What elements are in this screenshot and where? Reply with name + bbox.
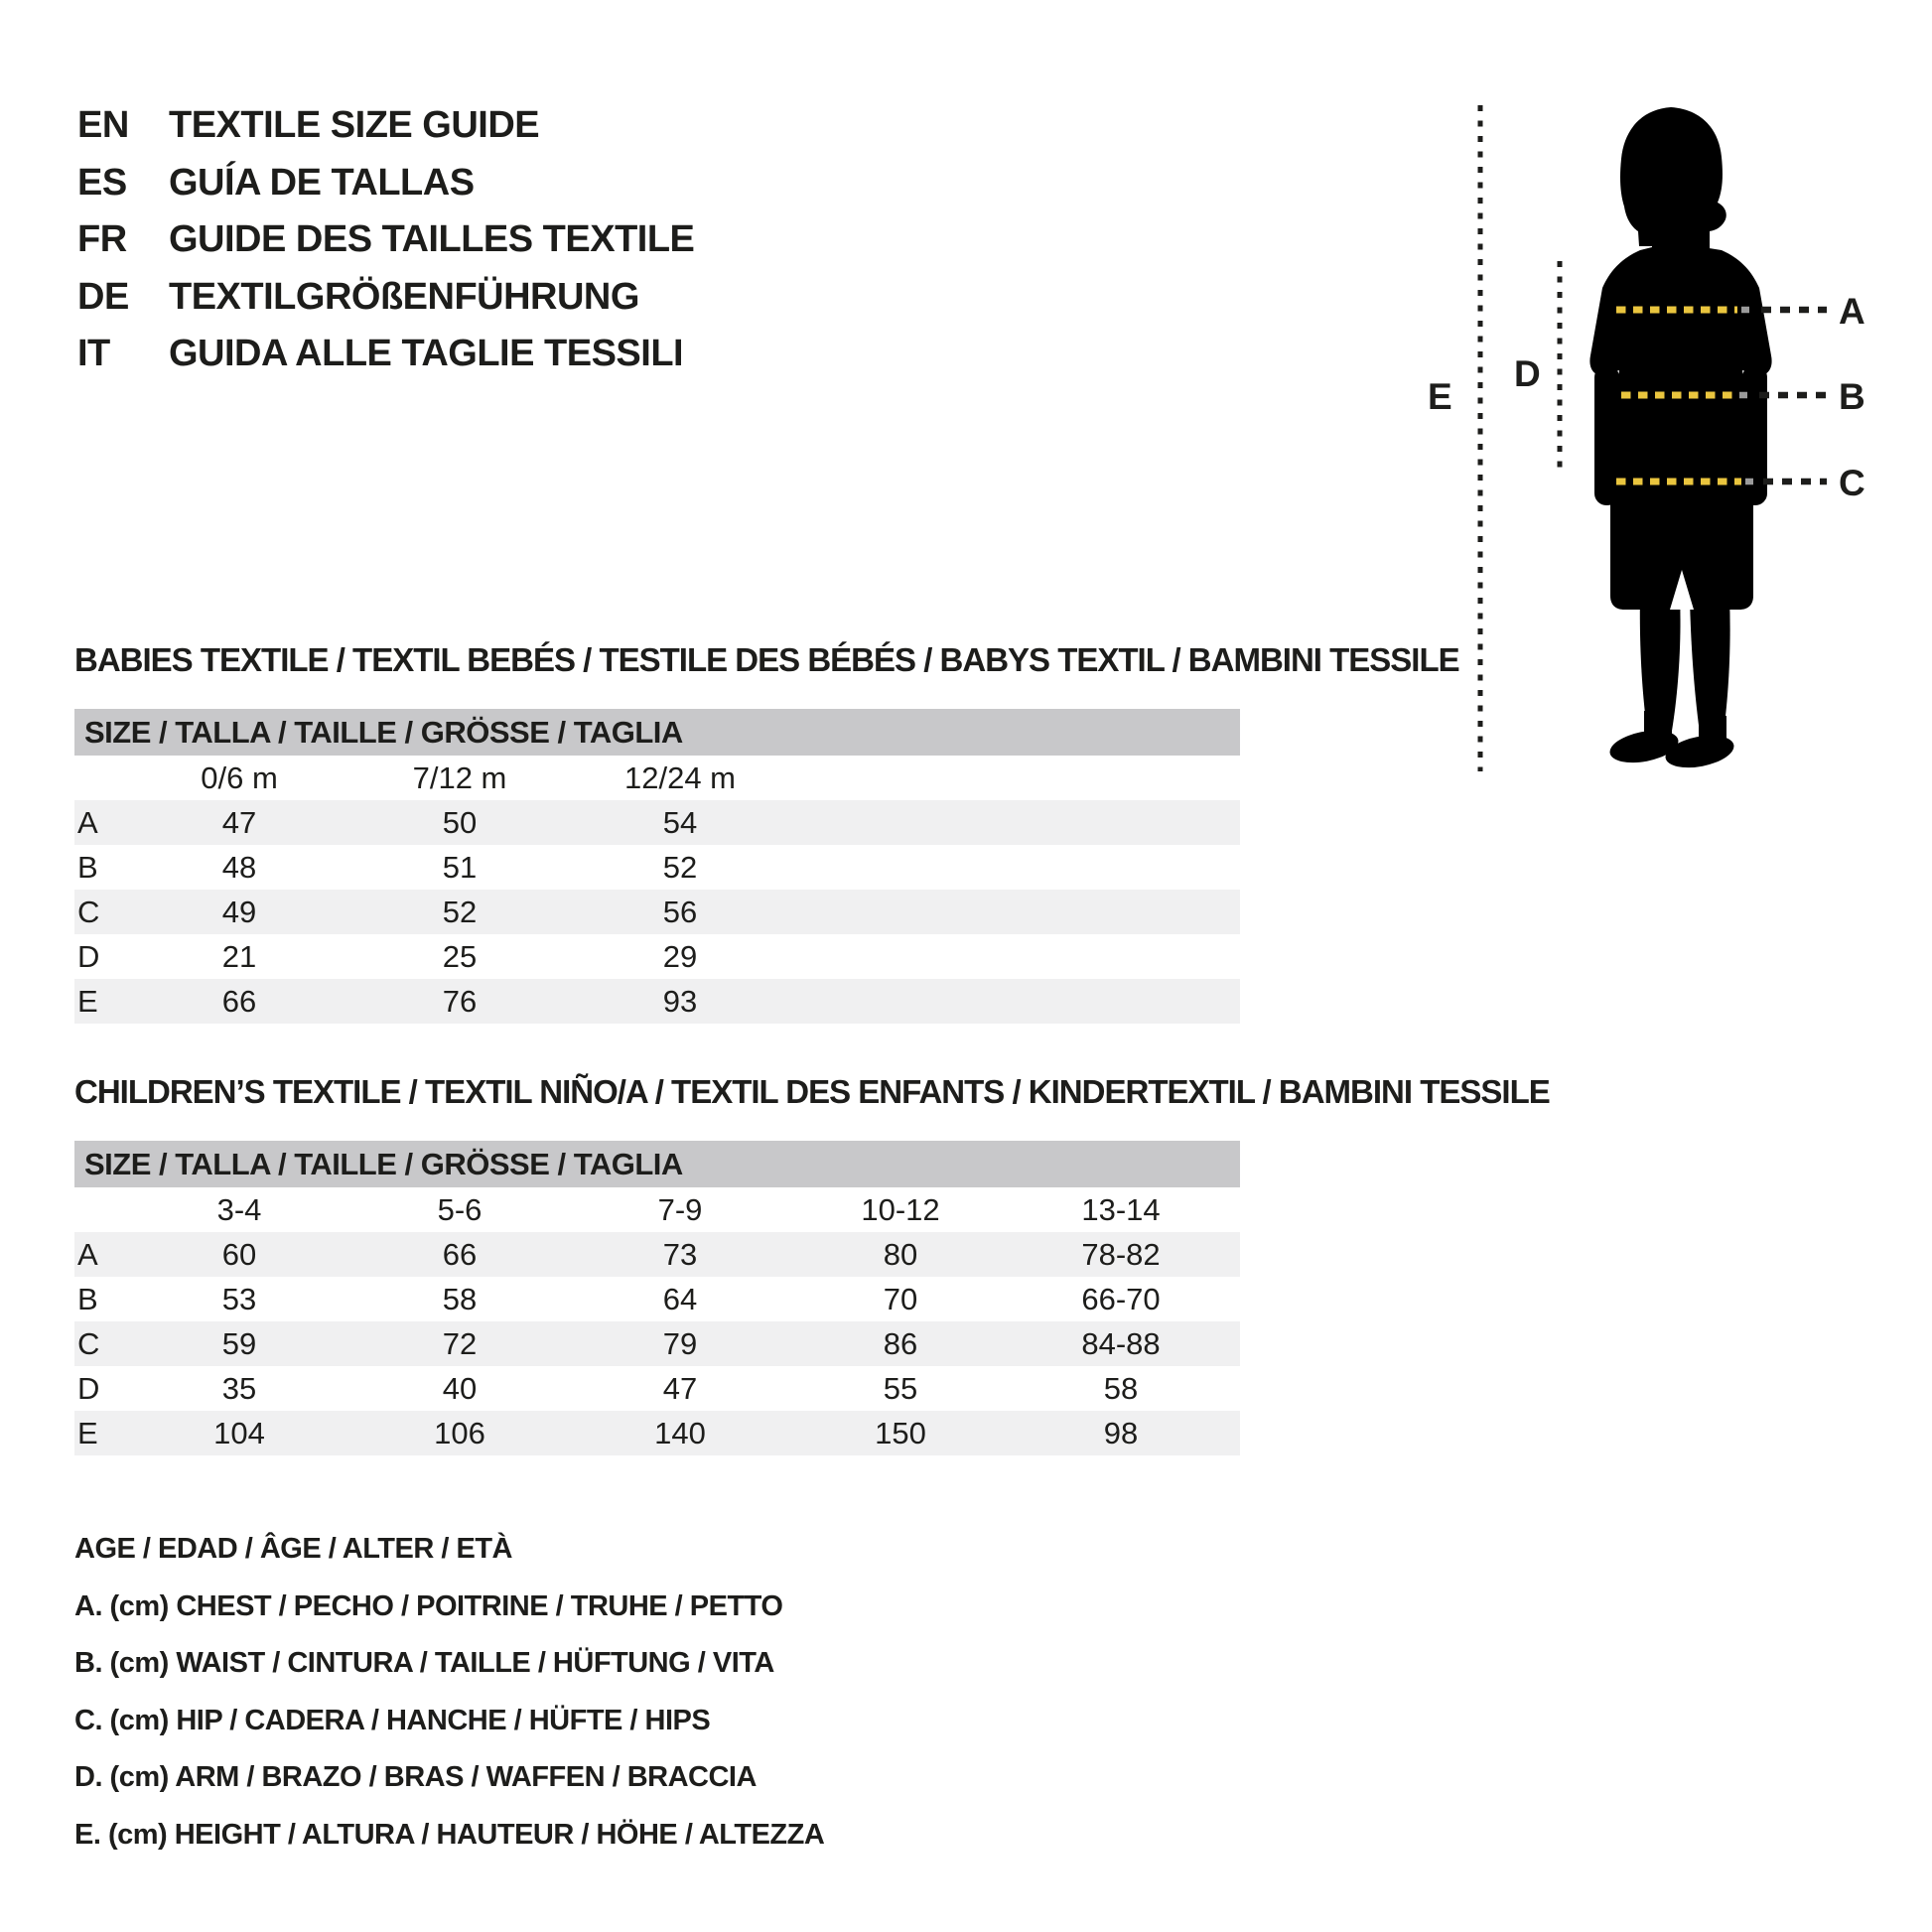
table-row (74, 1411, 1240, 1455)
children-size-table (74, 1141, 1240, 1455)
measure-label-a: A (1839, 291, 1865, 332)
table-row-label: D (77, 939, 100, 974)
table-filler-cell (1231, 1321, 1240, 1366)
table-cell: 29 (662, 939, 698, 974)
table-cell: 66 (129, 979, 349, 1024)
table-cell: 70 (883, 1282, 918, 1316)
table-row (74, 979, 1240, 1024)
table-cell: 53 (221, 1282, 257, 1316)
table-cell: 54 (570, 800, 790, 845)
language-code: IT (77, 333, 110, 375)
table-row (74, 934, 1240, 979)
language-row (77, 155, 694, 212)
child-figure-illustration (1420, 79, 1932, 774)
language-row (77, 269, 694, 327)
table-col-header: 5-6 (437, 1192, 483, 1227)
measure-label-c: C (1839, 463, 1865, 503)
table-corner-cell (74, 1187, 129, 1232)
table-row-label: A (74, 1232, 129, 1277)
table-filler-cell (790, 800, 1240, 845)
table-cell: 47 (129, 800, 349, 845)
table-row (74, 1277, 1240, 1321)
table-filler-cell (1231, 1411, 1240, 1455)
table-row (74, 845, 1240, 890)
table-cell: 78-82 (1011, 1232, 1231, 1277)
table-cell: 66-70 (1081, 1282, 1161, 1316)
table-cell: 84-88 (1011, 1321, 1231, 1366)
table-filler-cell (790, 934, 1240, 979)
table-cell: 47 (662, 1371, 698, 1406)
table-row-label: C (74, 890, 129, 934)
table-filler-cell (790, 756, 1240, 800)
measure-label-b: B (1839, 376, 1865, 417)
table-cell: 55 (883, 1371, 918, 1406)
table-cell: 98 (1011, 1411, 1231, 1455)
legend-item: A. (cm) CHEST / PECHO / POITRINE / TRUHE / PETTO (74, 1589, 783, 1622)
language-title: TEXTILGRÖßENFÜHRUNG (169, 275, 639, 318)
table-cell: 64 (662, 1282, 698, 1316)
table-filler-cell (1231, 1232, 1240, 1277)
table-cell: 76 (349, 979, 570, 1024)
language-title: GUIDA ALLE TAGLIE TESSILI (169, 333, 684, 375)
table-col-header: 3-4 (216, 1192, 262, 1227)
table-cell: 80 (790, 1232, 1011, 1277)
table-row-label: E (74, 979, 129, 1024)
table-filler-cell (1231, 1277, 1240, 1321)
language-title: GUIDE DES TAILLES TEXTILE (169, 218, 695, 261)
legend-item: D. (cm) ARM / BRAZO / BRAS / WAFFEN / BRACCIA (74, 1761, 757, 1794)
children-size-grid (74, 1187, 1240, 1455)
table-cell: 72 (349, 1321, 570, 1366)
legend-item: E. (cm) HEIGHT / ALTURA / HAUTEUR / HÖHE / ALTEZZA (74, 1818, 825, 1851)
table-cell: 66 (349, 1232, 570, 1277)
table-filler-cell (790, 979, 1240, 1024)
language-row (77, 326, 694, 383)
table-cell: 49 (129, 890, 349, 934)
table-cell: 56 (570, 890, 790, 934)
table-cell: 106 (349, 1411, 570, 1455)
language-title: TEXTILE SIZE GUIDE (169, 104, 540, 147)
table-age-header-row (74, 756, 1240, 800)
legend-item: B. (cm) WAIST / CINTURA / TAILLE / HÜFTUNG / VITA (74, 1647, 774, 1680)
table-cell: 35 (221, 1371, 257, 1406)
table-row (74, 800, 1240, 845)
table-cell: 104 (129, 1411, 349, 1455)
table-cell: 52 (662, 850, 698, 885)
measurement-legend (74, 1521, 824, 1863)
table-row-label: C (74, 1321, 129, 1366)
table-cell: 52 (349, 890, 570, 934)
table-age-header-row (74, 1187, 1240, 1232)
language-code: DE (77, 275, 129, 318)
table-cell: 51 (442, 850, 478, 885)
child-silhouette (1589, 107, 1771, 772)
measure-label-d: D (1514, 353, 1541, 394)
children-size-header-bar: SIZE / TALLA / TAILLE / GRÖSSE / TAGLIA (74, 1141, 1240, 1187)
babies-size-header-bar: SIZE / TALLA / TAILLE / GRÖSSE / TAGLIA (74, 709, 1240, 756)
language-code: ES (77, 161, 127, 204)
table-row (74, 890, 1240, 934)
measure-label-e: E (1428, 376, 1452, 417)
table-col-header: 0/6 m (201, 760, 278, 795)
table-cell: 140 (570, 1411, 790, 1455)
table-row-label: D (77, 1371, 100, 1406)
table-cell: 73 (570, 1232, 790, 1277)
table-row-label: B (77, 1282, 98, 1316)
table-row (74, 1232, 1240, 1277)
table-cell: 40 (442, 1371, 478, 1406)
children-section-heading: CHILDREN’S TEXTILE / TEXTIL NIÑO/A / TEXTIL DES ENFANTS / KINDERTEXTIL / BAMBINI TESSILE (74, 1073, 1550, 1110)
table-cell: 93 (570, 979, 790, 1024)
table-cell: 58 (442, 1282, 478, 1316)
legend-item: C. (cm) HIP / CADERA / HANCHE / HÜFTE / HIPS (74, 1704, 711, 1736)
table-cell: 48 (221, 850, 257, 885)
table-filler-cell (790, 890, 1240, 934)
table-cell: 58 (1103, 1371, 1139, 1406)
table-filler-cell (1231, 1187, 1240, 1232)
table-col-header: 12/24 m (623, 760, 736, 795)
babies-size-grid (74, 756, 1240, 1024)
table-cell: 150 (790, 1411, 1011, 1455)
table-cell: 60 (129, 1232, 349, 1277)
language-row (77, 97, 694, 155)
language-title: GUÍA DE TALLAS (169, 161, 475, 204)
table-filler-cell (1231, 1366, 1240, 1411)
table-row-label: B (77, 850, 98, 885)
table-cell: 79 (570, 1321, 790, 1366)
legend-age-line: AGE / EDAD / ÂGE / ALTER / ETÀ (74, 1533, 512, 1566)
table-col-header: 13-14 (1081, 1192, 1161, 1227)
table-col-header: 7/12 m (412, 760, 507, 795)
language-row (77, 211, 694, 269)
table-row-label: A (74, 800, 129, 845)
table-filler-cell (790, 845, 1240, 890)
babies-section-heading: BABIES TEXTILE / TEXTIL BEBÉS / TESTILE DES BÉBÉS / BABYS TEXTIL / BAMBINI TESSILE (74, 641, 1459, 678)
table-cell: 50 (349, 800, 570, 845)
table-cell: 59 (129, 1321, 349, 1366)
table-col-header: 10-12 (861, 1192, 940, 1227)
babies-size-table (74, 709, 1240, 1024)
table-col-header: 7-9 (657, 1192, 703, 1227)
table-corner-cell (74, 756, 129, 800)
table-cell: 21 (221, 939, 257, 974)
table-cell: 25 (442, 939, 478, 974)
table-cell: 86 (790, 1321, 1011, 1366)
language-code: EN (77, 104, 129, 147)
table-row (74, 1321, 1240, 1366)
table-row-label: E (74, 1411, 129, 1455)
table-row (74, 1366, 1240, 1411)
language-code: FR (77, 218, 127, 261)
language-title-list (77, 97, 694, 383)
